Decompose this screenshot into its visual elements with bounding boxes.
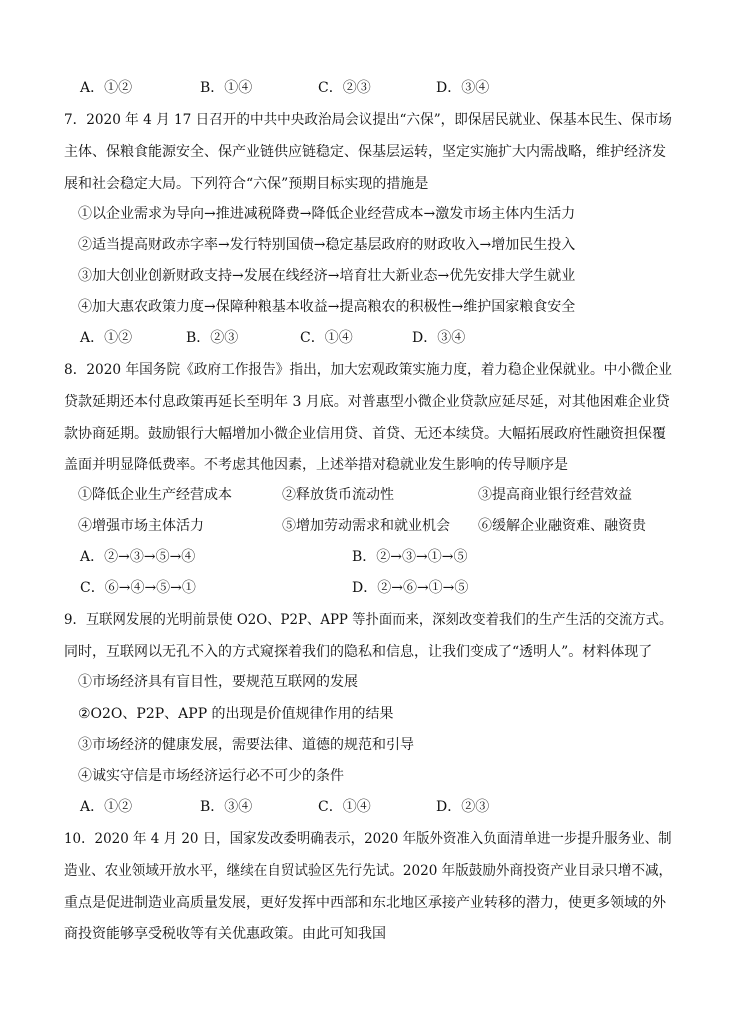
q7-option-d: D．③④ [412,330,466,346]
q9-item: ④诚实守信是市场经济运行必不可少的条件 [78,768,344,784]
q7-item: ①以企业需求为导向→推进减税降费→降低企业经营成本→激发市场主体内生活力 [78,206,576,222]
q7-stem-line: 主体、保粮食能源安全、保产业链供应链稳定、保基层运转，坚定实施扩大内需战略，维护经济发 [64,144,666,160]
q6-option-a: A．①② [80,80,133,96]
q7-stem-line: 展和社会稳定大局。下列符合“六保”预期目标实现的措施是 [64,176,429,192]
q7-option-a: A．①② [80,330,133,346]
q6-option-b: B．①④ [200,80,253,96]
q9-stem-line: 9．互联网发展的光明前景使 O2O、P2P、APP 等扑面而来，深刻改变着我们的生产生活的交流方式。 [64,612,673,628]
q9-option-c: C．①④ [318,799,371,815]
q8-option-d: D．②→⑥→①→⑤ [352,580,469,596]
q7-options [0,326,737,350]
q8-stem-line: 贷款延期还本付息政策再延长至明年 3 月底。对普惠型小微企业贷款应延尽延，对其他困难企业贷 [64,394,670,410]
q7-option-b: B．②③ [186,330,239,346]
q9-item: ②O2O、P2P、APP 的出现是价值规律作用的结果 [78,706,394,722]
q9-item: ①市场经济具有盲目性，要规范互联网的发展 [78,674,358,690]
q9-options [0,795,737,819]
q9-option-b: B．③④ [200,799,253,815]
q6-option-c: C．②③ [318,80,371,96]
q8-options-row [0,545,737,569]
q7-option-c: C．①④ [300,330,353,346]
q7-item: ②适当提高财政赤字率→发行特别国债→稳定基层政府的财政收入→增加民生投入 [78,237,576,253]
q7-stem-line: 7．2020 年 4 月 17 日召开的中共中央政治局会议提出“六保”，即保居民就业、保基本民生、保市场 [64,112,672,128]
q8-option-a: A．②→③→⑤→④ [80,549,196,565]
q10-stem-line: 商投资能够享受税收等有关优惠政策。由此可知我国 [64,926,386,942]
q10-stem-line: 造业、农业领域开放水平，继续在自贸试验区先行先试。2020 年版鼓励外商投资产业目录只增不减， [64,863,673,879]
q10-stem-line: 10．2020 年 4 月 20 日，国家发改委明确表示，2020 年版外资准入负面清单进一步提升服务业、制 [64,831,672,847]
q9-item: ③市场经济的健康发展，需要法律、道德的规范和引导 [78,737,414,753]
q6-options [0,76,737,100]
q8-items-row: ④增强市场主体活力 ⑤增加劳动需求和就业机会 ⑥缓解企业融资难、融资贵 [78,518,646,534]
q8-option-b: B．②→③→①→⑤ [352,549,468,565]
q8-stem-line: 8．2020 年国务院《政府工作报告》指出，加大宏观政策实施力度，着力稳企业保就业。中小微企业 [64,362,672,378]
q6-option-d: D．③④ [436,80,490,96]
q7-item: ③加大创业创新财政支持→发展在线经济→培育壮大新业态→优先安排大学生就业 [78,268,576,284]
q8-items-row: ①降低企业生产经营成本 ②释放货币流动性 ③提高商业银行经营效益 [78,487,632,503]
q10-stem-line: 重点是促进制造业高质量发展，更好发挥中西部和东北地区承接产业转移的潜力，使更多领域的外 [64,895,666,911]
q8-options-row [0,576,737,600]
q9-option-a: A．①② [80,799,133,815]
q9-stem-line: 同时，互联网以无孔不入的方式窥探着我们的隐私和信息，让我们变成了“透明人”。材料体现了 [64,644,653,660]
q7-item: ④加大惠农政策力度→保障种粮基本收益→提高粮农的积极性→维护国家粮食安全 [78,299,576,315]
q8-stem-line: 盖面并明显降低费率。不考虑其他因素，上述举措对稳就业发生影响的传导顺序是 [64,457,568,473]
q8-option-c: C．⑥→④→⑤→① [80,580,196,596]
q9-option-d: D．②③ [436,799,490,815]
q8-stem-line: 款协商延期。鼓励银行大幅增加小微企业信用贷、首贷、无还本续贷。大幅拓展政府性融资担保覆 [64,426,666,442]
